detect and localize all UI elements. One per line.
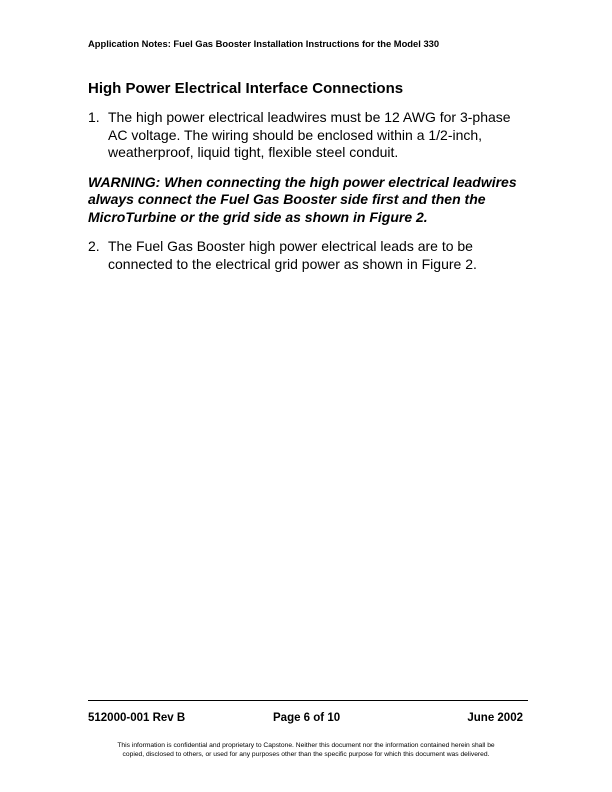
list-item — [88, 109, 528, 162]
list-item-number: 2. — [88, 238, 100, 254]
list-item — [88, 238, 528, 273]
document-number: 512000-001 Rev B — [88, 712, 186, 724]
document-date: June 2002 — [467, 712, 523, 724]
warning-text: WARNING: When connecting the high power electrical leadwires always connect the Fuel Gas Booster side first and then the MicroTurbine or the grid side as shown in Figure 2. — [88, 173, 517, 225]
document-header: Application Notes: Fuel Gas Booster Installation Instructions for the Model 330 — [88, 38, 440, 49]
disclaimer-line-2: copied, disclosed to others, or used for any purposes other than the specific purpose for which this document was delivered. — [122, 751, 490, 758]
page-number: Page 6 of 10 — [273, 712, 341, 724]
footer-divider — [88, 700, 528, 701]
disclaimer-line-1: This information is confidential and proprietary to Capstone. Neither this document nor the information contained herein shall be — [117, 742, 495, 749]
confidentiality-notice — [70, 741, 542, 759]
section-title: High Power Electrical Interface Connections — [88, 80, 404, 97]
list-item-number: 1. — [88, 109, 100, 125]
list-item-text: The Fuel Gas Booster high power electrical leads are to be connected to the electrical grid power as shown in Figure 2. — [108, 238, 477, 272]
instruction-list — [88, 109, 528, 273]
list-item-text: The high power electrical leadwires must be 12 AWG for 3-phase AC voltage. The wiring should be enclosed within a 1/2-inch, weatherproof, liquid tight, flexible steel conduit. — [108, 109, 511, 160]
